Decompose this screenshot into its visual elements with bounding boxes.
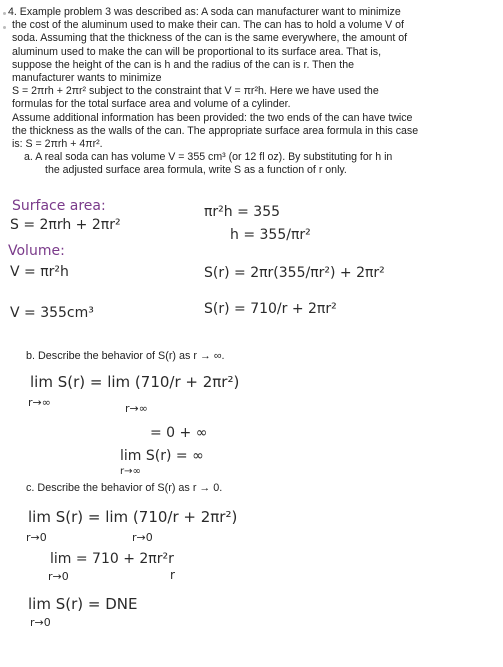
problem-line: soda. Assuming that the thickness of the can is the same everywhere, the amount of [12, 32, 408, 45]
hw-b-sub-3: r→∞ [120, 466, 141, 477]
problem-line: is: S = 2πrh + 4πr². [12, 138, 103, 151]
hw-b-line-3: lim S(r) = ∞ [120, 448, 204, 464]
hw-surface-eq: S = 2πrh + 2πr² [10, 217, 121, 233]
problem-line: the cost of the aluminum used to make their can. The can has to hold a volume V of [12, 19, 404, 32]
part-a-line: the adjusted surface area formula, write S as a function of r only. [45, 164, 347, 177]
part-a-line: a. A real soda can has volume V = 355 cm³ (or 12 fl oz). By substituting for h in [24, 151, 393, 164]
part-c-question: c. Describe the behavior of S(r) as r → 0. [26, 482, 223, 494]
hw-surface-label: Surface area: [12, 198, 106, 214]
hw-b-line-1: lim S(r) = lim (710/r + 2πr²) [30, 373, 240, 391]
hw-c-line-2: lim = 710 + 2πr²r [50, 551, 174, 567]
problem-line: aluminum used to make the can will be proportional to its surface area. That is, [12, 45, 382, 58]
hw-c-sub-3: r→0 [48, 570, 69, 583]
hw-right-2: h = 355/πr² [230, 227, 311, 243]
hw-c-line-3: lim S(r) = DNE [28, 595, 138, 613]
problem-line: suppose the height of the can is h and the radius of the can is r. Then the [12, 58, 354, 71]
hw-right-1: πr²h = 355 [204, 204, 281, 220]
problem-line: 4. Example problem 3 was described as: A soda can manufacturer want to minimize [8, 6, 401, 18]
hw-c-sub-4: r→0 [30, 616, 51, 629]
hw-right-4: S(r) = 710/r + 2πr² [204, 301, 337, 317]
margin-dot [3, 26, 6, 29]
margin-dot [3, 12, 6, 15]
problem-text [8, 6, 496, 178]
hw-right-3: S(r) = 2πr(355/πr²) + 2πr² [204, 265, 385, 281]
problem-line: S = 2πrh + 2πr² subject to the constraint that V = πr²h. Here we have used the [12, 85, 379, 98]
problem-line: Assume additional information has been provided: the two ends of the can have twice [12, 111, 413, 124]
hw-volume-eq: V = πr²h [10, 264, 69, 280]
problem-line: formulas for the total surface area and volume of a cylinder. [12, 98, 291, 111]
part-b-question: b. Describe the behavior of S(r) as r → ∞. [26, 350, 225, 362]
hw-b-sub-2: r→∞ [125, 402, 148, 415]
problem-line: manufacturer wants to minimize [12, 72, 162, 85]
hw-c-sub-2: r→0 [132, 531, 153, 544]
hw-volume-label: Volume: [8, 243, 65, 259]
hw-b-line-2: = 0 + ∞ [150, 425, 208, 441]
hw-c-line-1: lim S(r) = lim (710/r + 2πr²) [28, 508, 238, 526]
hw-v-value: V = 355cm³ [10, 305, 94, 321]
problem-line: the thickness as the walls of the can. The appropriate surface area formula in this case [12, 124, 419, 137]
hw-c-sub-1: r→0 [26, 531, 47, 544]
hw-c-line-2-den: r [170, 568, 175, 582]
hw-b-sub-1: r→∞ [28, 396, 51, 409]
